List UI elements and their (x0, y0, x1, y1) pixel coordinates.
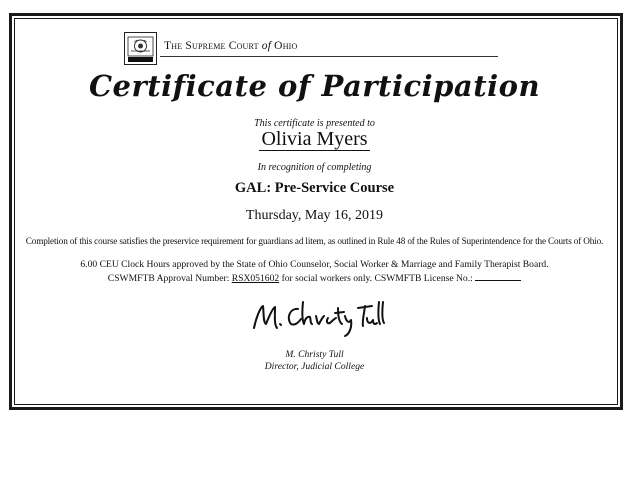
court-seal-icon (124, 32, 157, 65)
license-number-blank (475, 271, 521, 281)
approval-number: RSX051602 (231, 273, 280, 284)
course-name: GAL: Pre-Service Course (234, 180, 395, 196)
court-prefix: The (164, 40, 186, 52)
court-name: Supreme Court (185, 40, 259, 52)
completion-date: Thursday, May 16, 2019 (245, 208, 384, 223)
signatory-name: M. Christy Tull (285, 349, 344, 360)
court-name-header (164, 40, 298, 52)
approval-suffix: for social workers only. CSWMFTB License No.: (279, 273, 476, 284)
header-divider (160, 56, 498, 57)
approval-label: CSWMFTB Approval Number: (107, 273, 232, 284)
recognition-label: In recognition of completing (257, 162, 372, 173)
signature-image (246, 294, 386, 338)
court-of: of (261, 40, 272, 52)
approval-line (0, 271, 629, 284)
ceu-statement: 6.00 CEU Clock Hours approved by the State of Ohio Counselor, Social Worker & Marriage and Family Therapist Board. (80, 259, 549, 270)
court-state: Ohio (271, 40, 298, 52)
presented-to-label: This certificate is presented to (254, 118, 375, 129)
completion-statement: Completion of this course satisfies the preservice requirement for guardians ad litem, as outlined in Rule 48 of the Rules of Superintendence for the Courts of Ohio. (25, 236, 604, 246)
certificate-title: Certificate of Participation (88, 69, 541, 103)
recipient-name-text: Olivia Myers (261, 128, 368, 150)
recipient-name (0, 128, 629, 151)
signatory-title: Director, Judicial College (264, 361, 365, 372)
